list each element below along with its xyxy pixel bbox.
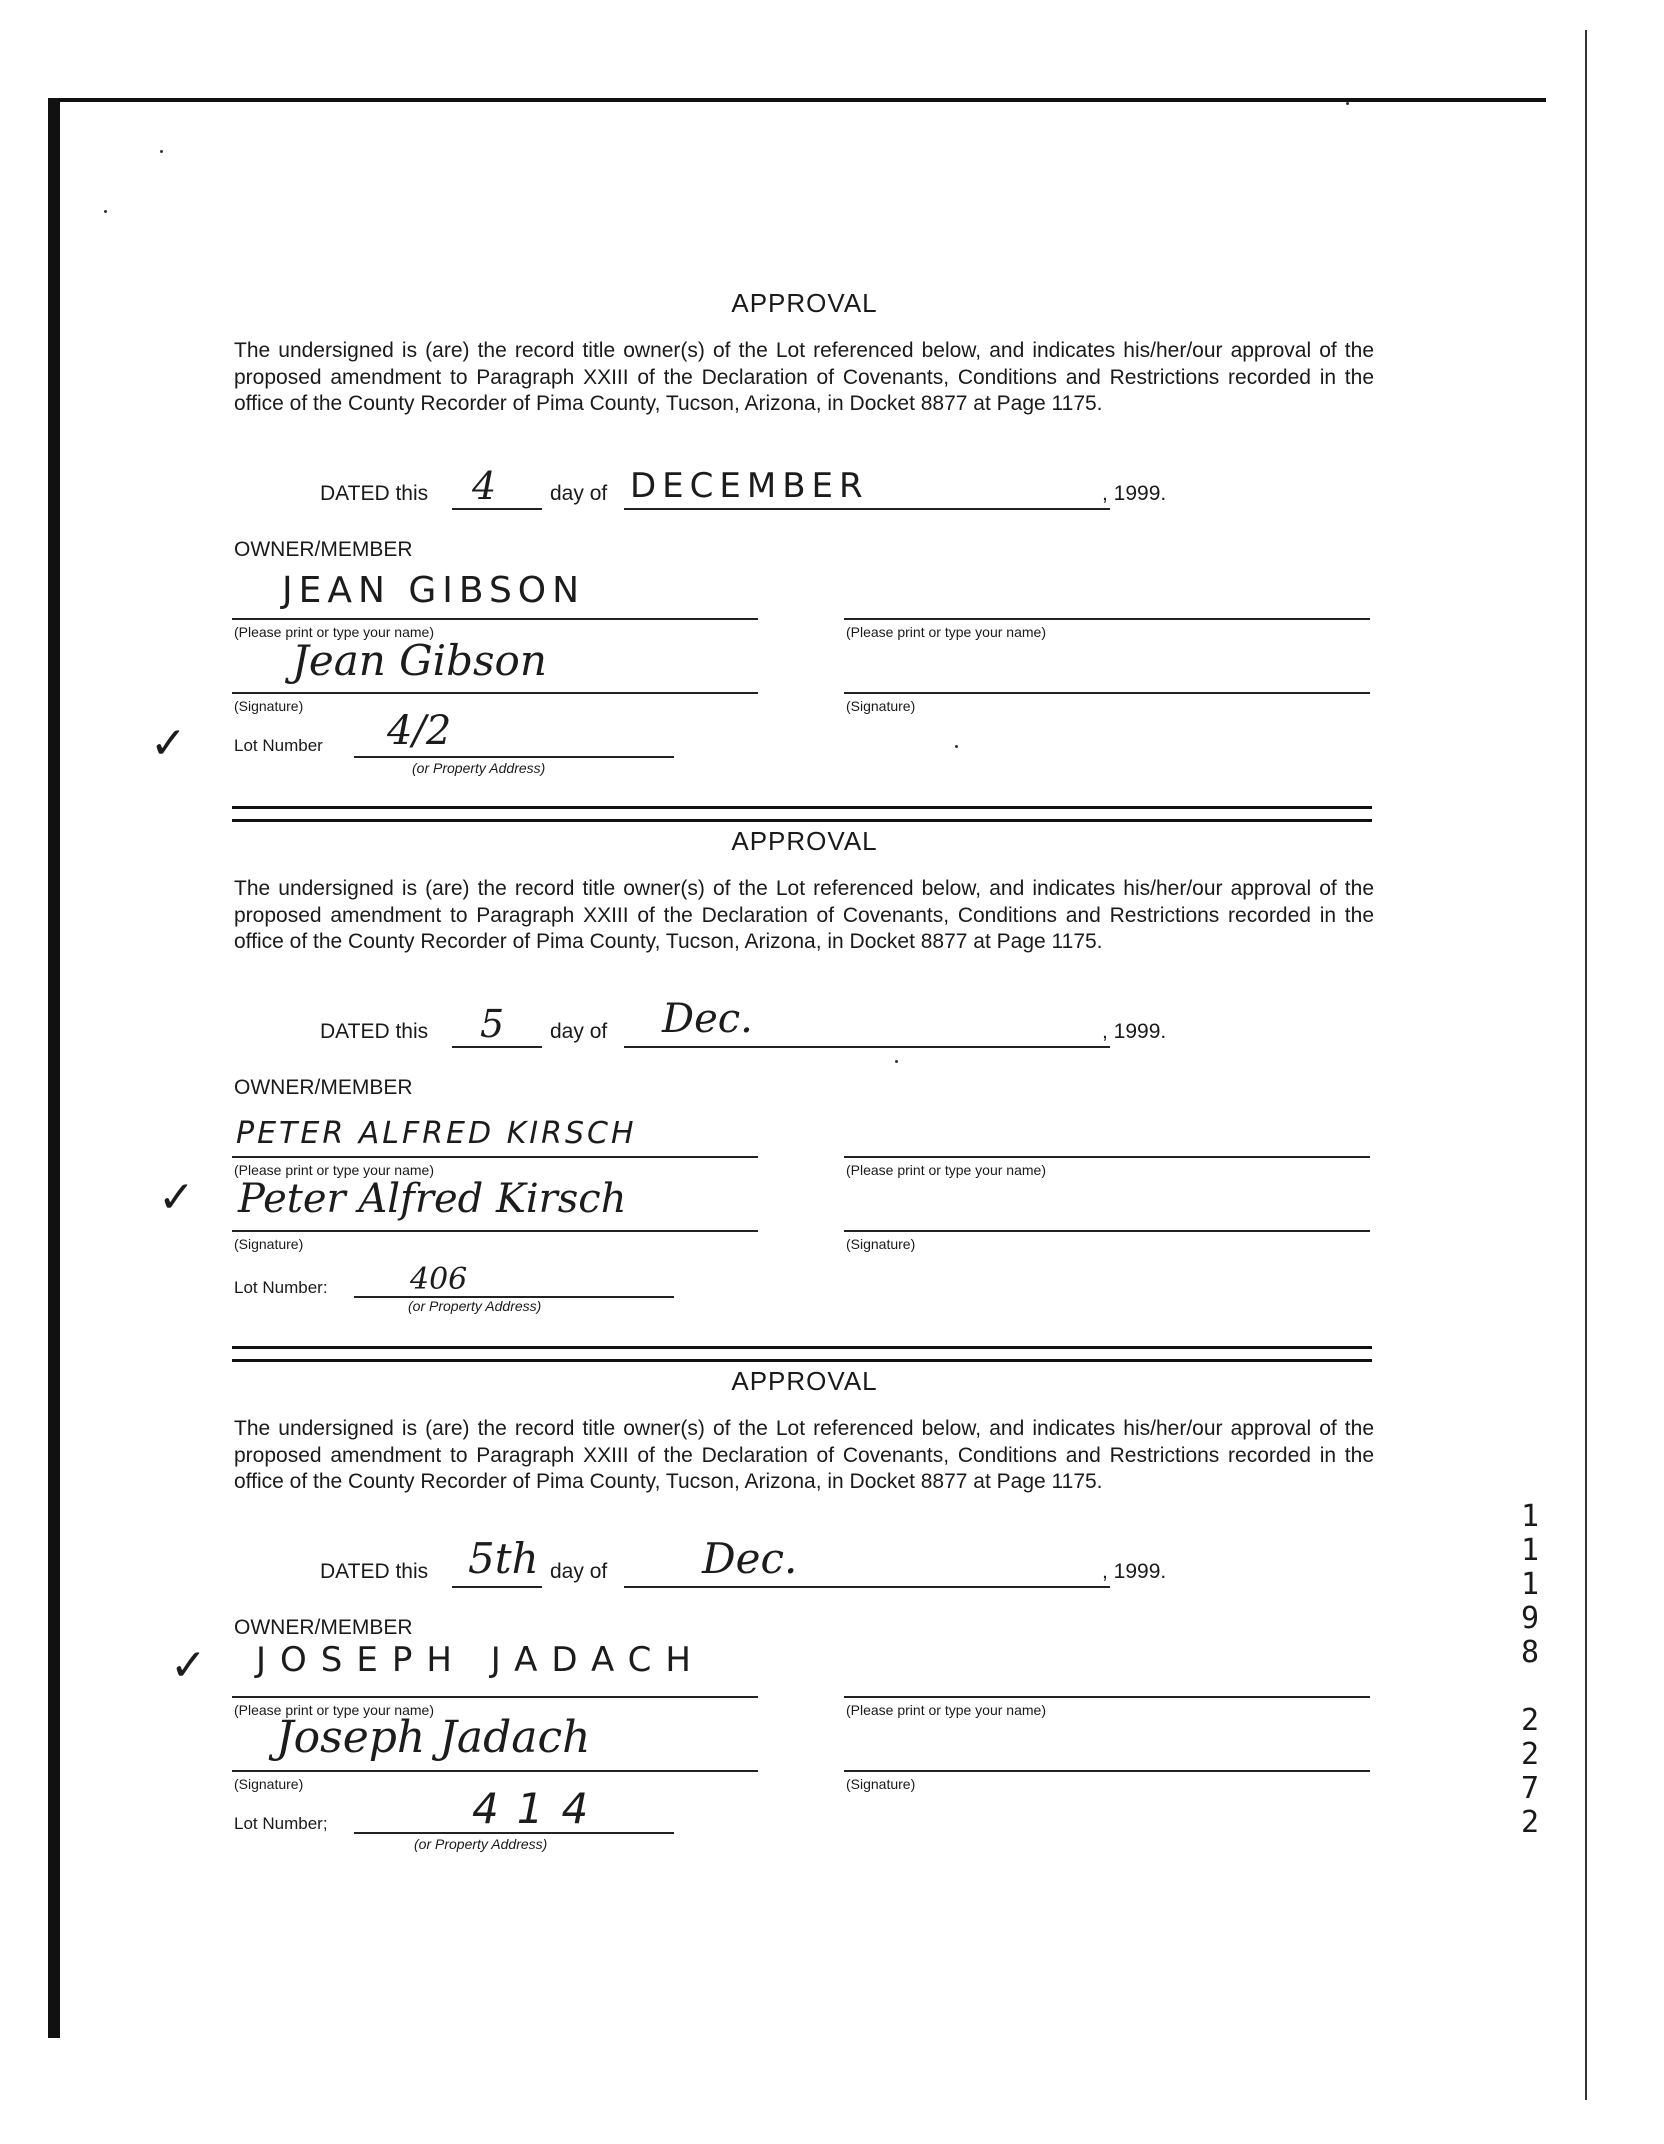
month-line [624, 1046, 1110, 1048]
day-value: 5 [480, 1002, 505, 1046]
owner-member-label: OWNER/MEMBER [234, 538, 413, 561]
year-label: , 1999. [1102, 482, 1167, 505]
check-mark-2: ✓ [158, 1172, 195, 1223]
recording-digit: 2 [1520, 1805, 1540, 1840]
owner-member-label: OWNER/MEMBER [234, 1616, 413, 1639]
recording-digit: 1 [1520, 1567, 1540, 1602]
lot-number-value: 406 [410, 1262, 468, 1297]
month-line [624, 508, 1110, 510]
day-value: 5th [468, 1534, 539, 1583]
day-line [452, 1586, 542, 1588]
address-caption: (or Property Address) [414, 1836, 548, 1852]
signature-caption-2: (Signature) [846, 1776, 916, 1792]
dated-label: DATED this [320, 1560, 429, 1583]
day-line [452, 1046, 542, 1048]
approval-section-2 [232, 826, 1377, 1366]
address-caption: (or Property Address) [412, 760, 546, 776]
signature-value: Peter Alfred Kirsch [238, 1176, 627, 1222]
signature-caption: (Signature) [234, 1776, 304, 1792]
lot-number-value: 414 [472, 1784, 607, 1833]
recording-digit: 1 [1520, 1499, 1540, 1534]
name-caption-2: (Please print or type your name) [846, 1162, 1046, 1178]
signature-line [232, 1230, 758, 1232]
recording-number [1510, 1500, 1550, 1840]
day-value: 4 [472, 464, 497, 508]
approval-title: APPROVAL [731, 288, 878, 318]
day-of-label: day of [550, 1560, 608, 1583]
owner-member-label: OWNER/MEMBER [234, 1076, 413, 1099]
day-of-label: day of [550, 482, 608, 505]
dated-label: DATED this [320, 482, 429, 505]
lot-number-label: Lot Number; [234, 1814, 328, 1833]
check-mark-1: ✓ [150, 718, 187, 769]
year-label: , 1999. [1102, 1020, 1167, 1043]
lot-number-line [354, 756, 674, 758]
recording-digit: 2 [1520, 1703, 1540, 1738]
name-line-2 [844, 618, 1370, 620]
name-line-2 [844, 1696, 1370, 1698]
name-line [232, 1156, 758, 1158]
signature-line [232, 692, 758, 694]
month-value: DECEMBER [630, 466, 869, 506]
day-of-label: day of [550, 1020, 608, 1043]
name-caption: (Please print or type your name) [234, 1162, 434, 1178]
scan-speck [104, 210, 107, 213]
day-line [452, 508, 542, 510]
signature-value: Jean Gibson [292, 636, 547, 685]
approval-title: APPROVAL [731, 826, 878, 856]
signature-value: Joseph Jadach [276, 1712, 591, 1763]
recording-digit: 1 [1520, 1533, 1540, 1568]
month-value: Dec. [702, 1534, 798, 1583]
name-caption-2: (Please print or type your name) [846, 1702, 1046, 1718]
signature-line [232, 1770, 758, 1772]
recording-digit: 7 [1520, 1771, 1540, 1806]
scan-speck [160, 150, 163, 153]
recording-digit: 2 [1520, 1737, 1540, 1772]
recording-digit-gap [1510, 1670, 1550, 1704]
signature-line-2 [844, 1230, 1370, 1232]
recording-digit: 9 [1520, 1601, 1540, 1636]
signature-caption: (Signature) [234, 1236, 304, 1252]
signature-line-2 [844, 1770, 1370, 1772]
printed-name-value: PETER ALFRED KIRSCH [236, 1116, 637, 1151]
signature-caption-2: (Signature) [846, 698, 916, 714]
printed-name-value: JEAN GIBSON [282, 570, 586, 611]
check-mark-3: ✓ [170, 1640, 207, 1691]
approval-section-1 [232, 288, 1377, 828]
lot-number-label: Lot Number: [234, 1278, 328, 1297]
name-line-2 [844, 1156, 1370, 1158]
scan-border-top [48, 98, 1546, 102]
approval-paragraph: The undersigned is (are) the record title owner(s) of the Lot referenced below, and indicates his/her/our approval of the proposed amendment to Paragraph XXIII of the Declaration of Covenants, Conditions and Restrictions recorded in the office of the County Recorder of Pima County, Tucson, Arizona, in Docket 8877 at Page 1175. [234, 877, 1374, 953]
scan-edge-right [1585, 30, 1587, 2100]
name-line [232, 618, 758, 620]
recording-digit: 8 [1520, 1635, 1540, 1670]
approval-paragraph: The undersigned is (are) the record title owner(s) of the Lot referenced below, and indicates his/her/our approval of the proposed amendment to Paragraph XXIII of the Declaration of Covenants, Conditions and Restrictions recorded in the office of the County Recorder of Pima County, Tucson, Arizona, in Docket 8877 at Page 1175. [234, 1417, 1374, 1493]
approval-paragraph: The undersigned is (are) the record title owner(s) of the Lot referenced below, and indicates his/her/our approval of the proposed amendment to Paragraph XXIII of the Declaration of Covenants, Conditions and Restrictions recorded in the office of the County Recorder of Pima County, Tucson, Arizona, in Docket 8877 at Page 1175. [234, 339, 1374, 415]
signature-caption-2: (Signature) [846, 1236, 916, 1252]
address-caption: (or Property Address) [408, 1298, 542, 1314]
lot-number-line [354, 1832, 674, 1834]
name-caption: (Please print or type your name) [234, 1702, 434, 1718]
approval-section-3 [232, 1366, 1377, 1906]
scan-speck [1346, 102, 1349, 105]
month-value: Dec. [662, 996, 753, 1042]
section-divider [232, 1346, 1372, 1362]
year-label: , 1999. [1102, 1560, 1167, 1583]
month-line [624, 1586, 1110, 1588]
dated-label: DATED this [320, 1020, 429, 1043]
signature-caption: (Signature) [234, 698, 304, 714]
lot-number-label: Lot Number [234, 736, 323, 755]
scan-border-left [48, 98, 60, 2038]
name-line [232, 1696, 758, 1698]
section-divider [232, 806, 1372, 822]
name-caption-2: (Please print or type your name) [846, 624, 1046, 640]
name-caption: (Please print or type your name) [234, 624, 434, 640]
approval-title: APPROVAL [731, 1366, 878, 1396]
lot-number-value: 4/2 [387, 708, 452, 754]
signature-line-2 [844, 692, 1370, 694]
printed-name-value: JOSEPH JADACH [256, 1640, 705, 1680]
